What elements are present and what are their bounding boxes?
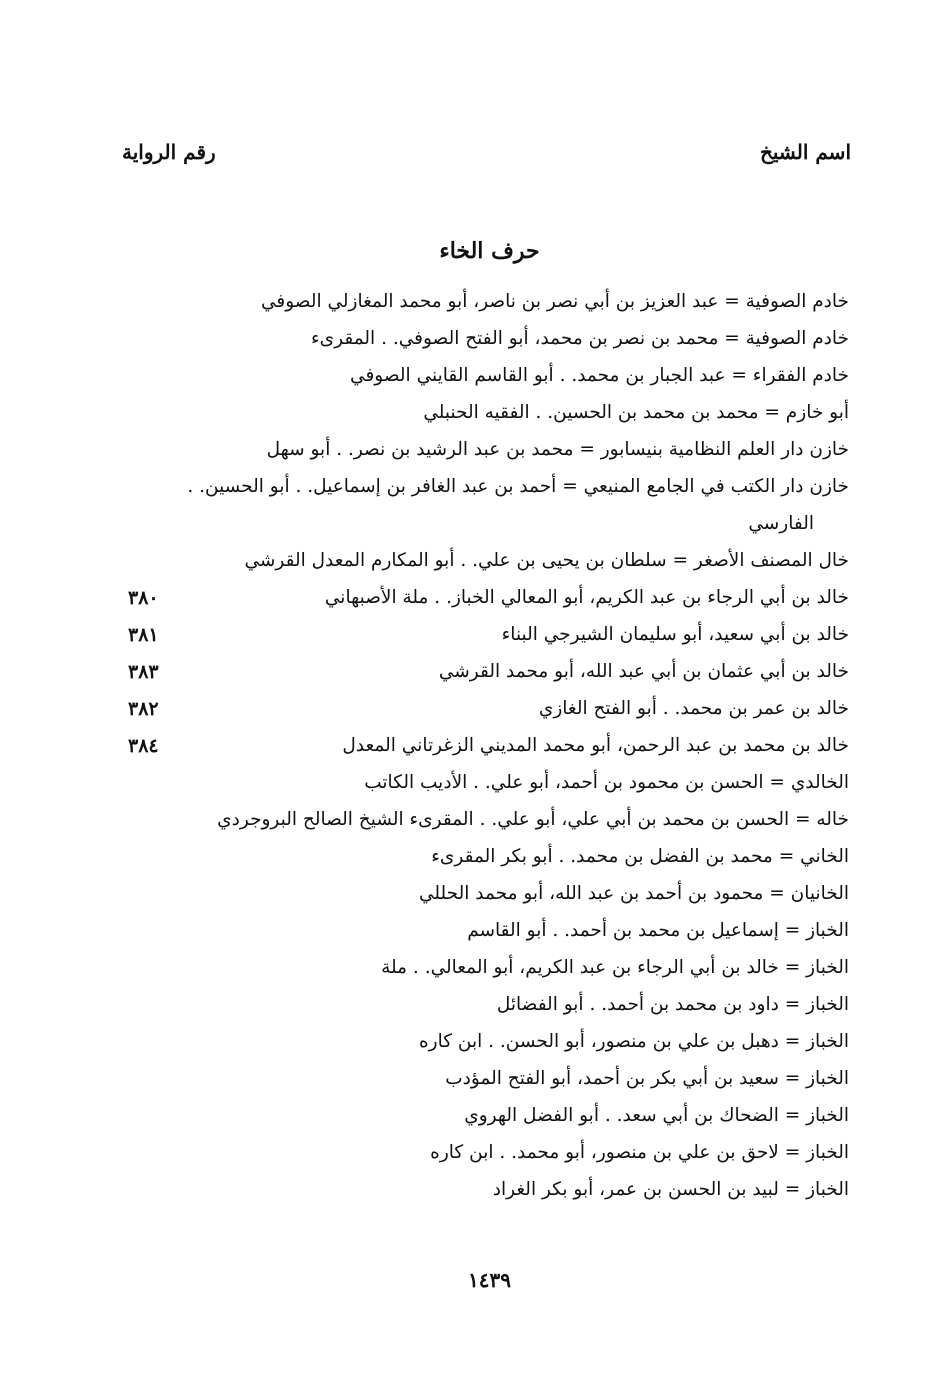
entry-text: خازن دار الكتب في الجامع المنيعي = أحمد بن عبد الغافر بن إسماعيل. . أبو الحسين. . [187,476,849,497]
column-header-narration-number: رقم الرواية [122,140,216,164]
entry-list [0,287,949,1212]
list-item [0,1138,949,1175]
list-item [0,509,949,546]
entry-text: الخباز = داود بن محمد بن أحمد. . أبو الفضائل [496,994,849,1015]
entry-text: خالد بن أبي سعيد، أبو سليمان الشيرجي البناء [501,624,849,645]
entry-text: الخباز = الضحاك بن أبي سعد. . أبو الفضل الهروي [464,1105,849,1126]
section-title: حرف الخاء [439,238,540,264]
entry-text: خاله = الحسن بن محمد بن أبي علي، أبو علي. . المقرىء الشيخ الصالح البروجردي [217,809,849,830]
list-item [0,435,949,472]
entry-text: أبو خازم = محمد بن محمد بن الحسين. . الفقيه الحنبلي [423,402,849,423]
page-number: ١٤٣٩ [468,1268,511,1292]
entry-text: الخالدي = الحسن بن محمود بن أحمد، أبو علي. . الأديب الكاتب [364,772,849,793]
entry-text: خالد بن أبي الرجاء بن عبد الكريم، أبو المعالي الخباز. . ملة الأصبهاني [324,587,849,608]
list-item [0,879,949,916]
list-item [0,731,949,768]
narration-number: ٣٨٢ [128,698,159,720]
entry-text: خالد بن محمد بن عبد الرحمن، أبو محمد المديني الزغرتاني المعدل [342,735,849,756]
list-item [0,287,949,324]
narration-number: ٣٨١ [128,624,159,646]
entry-continuation-text: الفارسي [748,513,814,534]
entry-text: الخباز = دهبل بن علي بن منصور، أبو الحسن. . ابن كاره [418,1031,849,1052]
list-item [0,916,949,953]
entry-text: الخباز = خالد بن أبي الرجاء بن عبد الكريم، أبو المعالي. . ملة [381,957,849,978]
narration-number: ٣٨٠ [128,587,159,609]
list-item [0,583,949,620]
list-item [0,990,949,1027]
list-item [0,620,949,657]
entry-text: الخانيان = محمود بن أحمد بن عبد الله، أبو محمد الحللي [418,883,849,904]
narration-number: ٣٨٣ [128,661,159,683]
entry-text: خالد بن عمر بن محمد. . أبو الفتح الغازي [538,698,849,719]
list-item [0,1101,949,1138]
entry-text: الخباز = لاحق بن علي بن منصور، أبو محمد. . ابن كاره [430,1142,849,1163]
list-item [0,472,949,509]
list-item [0,1027,949,1064]
entry-text: خادم الفقراء = عبد الجبار بن محمد. . أبو القاسم القايني الصوفي [350,365,849,386]
entry-text: خادم الصوفية = محمد بن نصر بن محمد، أبو الفتح الصوفي. . المقرىء [310,328,849,349]
entry-text: الخباز = سعيد بن أبي بكر بن أحمد، أبو الفتح المؤدب [445,1068,849,1089]
list-item [0,546,949,583]
list-item [0,1175,949,1212]
list-item [0,805,949,842]
entry-text: خالد بن أبي عثمان بن أبي عبد الله، أبو محمد القرشي [438,661,849,682]
narration-number: ٣٨٤ [128,735,159,757]
list-item [0,657,949,694]
list-item [0,768,949,805]
list-item [0,842,949,879]
list-item [0,694,949,731]
entry-text: الخباز = إسماعيل بن محمد بن أحمد. . أبو القاسم [467,920,849,941]
entry-text: الخاني = محمد بن الفضل بن محمد. . أبو بكر المقرىء [431,846,849,867]
entry-text: خادم الصوفية = عبد العزيز بن أبي نصر بن ناصر، أبو محمد المغازلي الصوفي [260,291,849,312]
column-header-sheikh-name: اسم الشيخ [759,140,851,164]
entry-text: الخباز = لبيد بن الحسن بن عمر، أبو بكر الغراد [492,1179,849,1200]
list-item [0,361,949,398]
list-item [0,953,949,990]
list-item [0,1064,949,1101]
list-item [0,398,949,435]
list-item [0,324,949,361]
entry-text: خازن دار العلم النظامية بنيسابور = محمد بن عبد الرشيد بن نصر. . أبو سهل [266,439,849,460]
entry-text: خال المصنف الأصغر = سلطان بن يحيى بن علي. . أبو المكارم المعدل القرشي [244,550,849,571]
